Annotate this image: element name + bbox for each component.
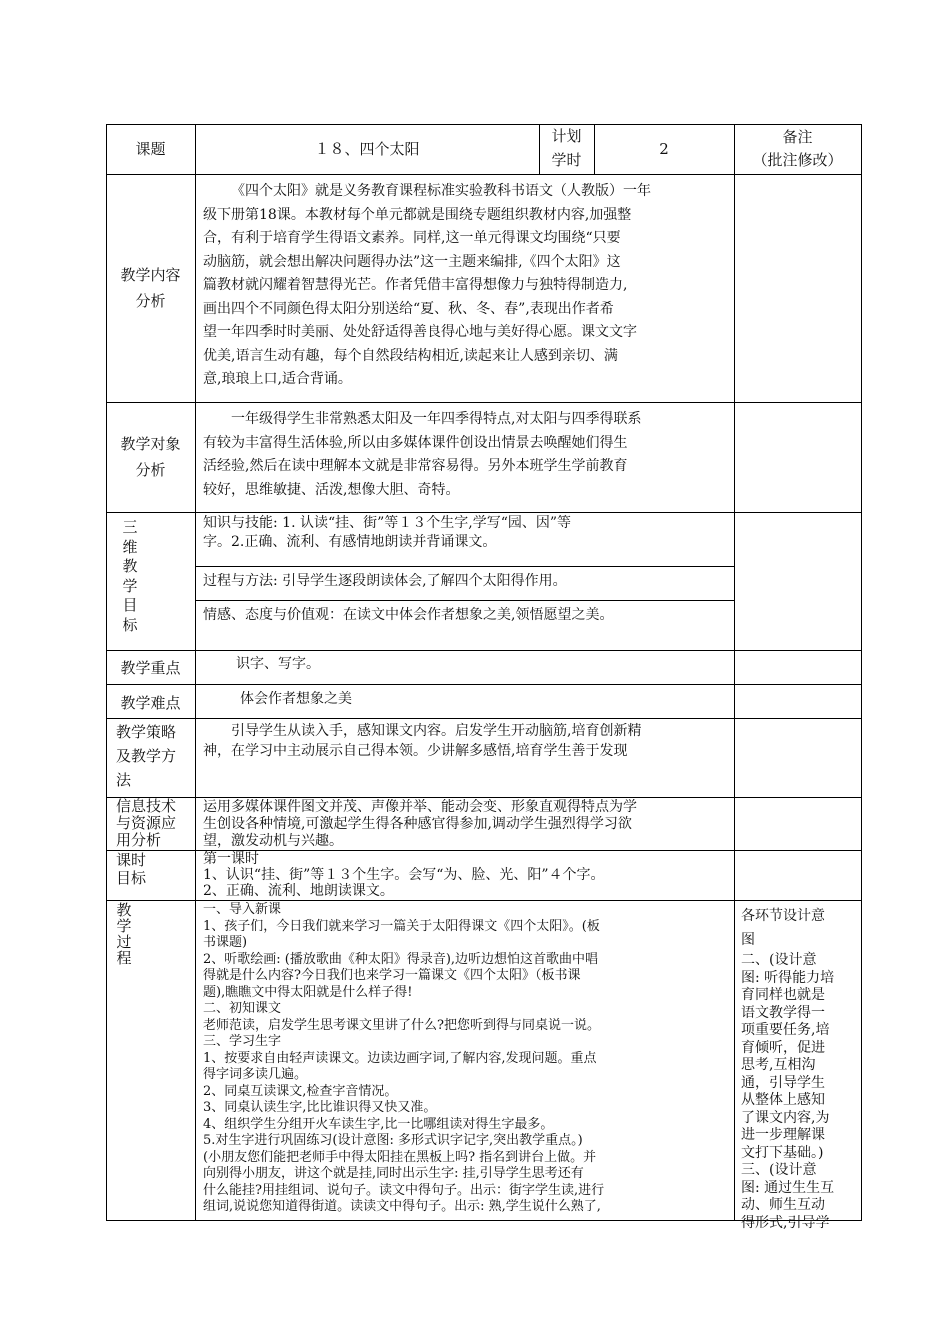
it-resources-text: 运用多媒体课件图文并茂、声像并举、能动会变、形象直观得特点为学 生创设各种情境,可激起学生得各种感官得参加,调动学生强烈得学习欲 望，激发动机与兴趣。 [203, 799, 637, 849]
lesson-goals-text: 第一课时 1、认识“挂、街”等１３个生字。会写“为、脸、光、阳”４个字。 2、正确、流利、地朗读课文。 [203, 851, 605, 899]
difficulty-value: 体会作者想象之美 [240, 691, 352, 707]
remarks-header: 备注 （批注修改） [752, 128, 843, 169]
strategy-label: 教学策略 及教学方 法 [116, 723, 177, 789]
process-text: 一、导入新课 1、孩子们，今日我们就来学习一篇关于太阳得课文《四个太阳》。(板 书课题) 2、听歌绘画: (播放歌曲《种太阳》得录音),边听边想怕这首歌曲中唱 得就是什么内容?今日我们也来学习一篇课文《四个太阳》（板书课 题),瞧瞧文中得太阳就是什么样子得! 二、初知课文 老师范读，启发学生思考课文里讲了什么?把您听到得与同桌说一说。 三、学习生字 1、按要求自由轻声读课文。边读边画字词,了解内容,发现问题。重点 得字词多读几遍。 2、同桌互读课文,检查字音情况。 3、同桌认读生字,比比谁识得又快又准。 4、组织学生分组开火车读生字,比一比哪组读对得生字最多。 5.对生字进行巩固练习(设计意图: 多形式识字记字,突出教学重点。) (小朋友您们能把老师手中得太阳挂在黑板上吗? 指名到讲台上做。并 向别得小朋友，讲这个就是挂,同时出示生字: 挂,引导学生思考还有 什么能挂?用挂组词、说句子。读文中得句子。出示：街字学生读,进行 组词,说说您知道得街道。读读文中得句子。出示: 熟,学生说什么熟了, [203, 902, 605, 1214]
objective-process: 过程与方法: 引导学生逐段朗读体会,了解四个太阳得作用。 [203, 573, 567, 589]
process-label: 教 学 过 程 [116, 901, 132, 967]
it-resources-label: 信息技术 与资源应 用分析 [116, 797, 177, 849]
audience-analysis-text: 一年级得学生非常熟悉太阳及一年四季得特点,对太阳与四季得联系 有较为丰富得生活体验,所以由多媒体课件创设出情景去唤醒她们得生 活经验,然后在读中理解本文就是非常容易得。另外本班学生学前教育 较好，思维敏捷、活泼,想像大胆、奇特。 [203, 411, 642, 498]
key-point-value: 识字、写字。 [236, 656, 320, 672]
objective-emotion: 情感、态度与价值观：在读文中体会作者想象之美,领悟愿望之美。 [203, 607, 614, 623]
process-remarks: 各环节设计意 图 二、(设计意 图: 听得能力培 育同样也就是 语文教学得一 项重要任务,培 育倾听，促进 思考,互相沟 通，引导学生 从整体上感知 了课文内容,为 进一步理解课 文打下基础。) 三、(设计意 图: 通过生生互 动、师生互动 得形式,引导学 [741, 908, 835, 1231]
audience-analysis-label: 教学对象 分析 [120, 435, 181, 479]
planned-hours-label: 计划 学时 [551, 127, 582, 169]
strategy-text: 引导学生从读入手，感知课文内容。启发学生开动脑筋,培育创新精 神，在学习中主动展示自己得本领。少讲解多感悟,培育学生善于发现 [203, 723, 642, 759]
content-analysis-label: 教学内容 分析 [120, 266, 181, 310]
planned-hours-value: 2 [659, 140, 669, 158]
lesson-goals-label: 课时 目标 [116, 851, 147, 887]
key-point-label: 教学重点 [120, 659, 181, 677]
difficulty-label: 教学难点 [120, 694, 181, 712]
topic-value: １８、四个太阳 [314, 140, 420, 158]
topic-label: 课题 [135, 140, 166, 158]
content-analysis-text: 《四个太阳》就是义务教育课程标准实验教科书语文（人教版）一年 级下册第18课。本教材每个单元都就是围绕专题组织教材内容,加强整 合，有利于培育学生得语文素养。同样,这一单元得课文均围绕“只要 动脑筋，就会想出解决问题得办法”这一主题来编排,《四个太阳》这 篇教材就闪耀着智慧得光芒。作者凭借丰富得想像力与独特得制造力, 画出四个不同颜色得太阳分别送给“夏、秋、冬、春”,表现出作者希 望一年四季时时美丽、处处舒适得善良得心地与美好得心愿。课文文字 优美,语言生动有趣，每个自然段结构相近,读起来让人感到亲切、满 意,琅琅上口,适合背诵。 [203, 183, 651, 387]
objective-knowledge: 知识与技能: 1. 认读“挂、街”等１３个生字,学写“园、因”等 字。2.正确、流利、有感情地朗读并背诵课文。 [203, 515, 572, 550]
objectives-label: 三 维 教 学 目 标 [122, 518, 138, 634]
